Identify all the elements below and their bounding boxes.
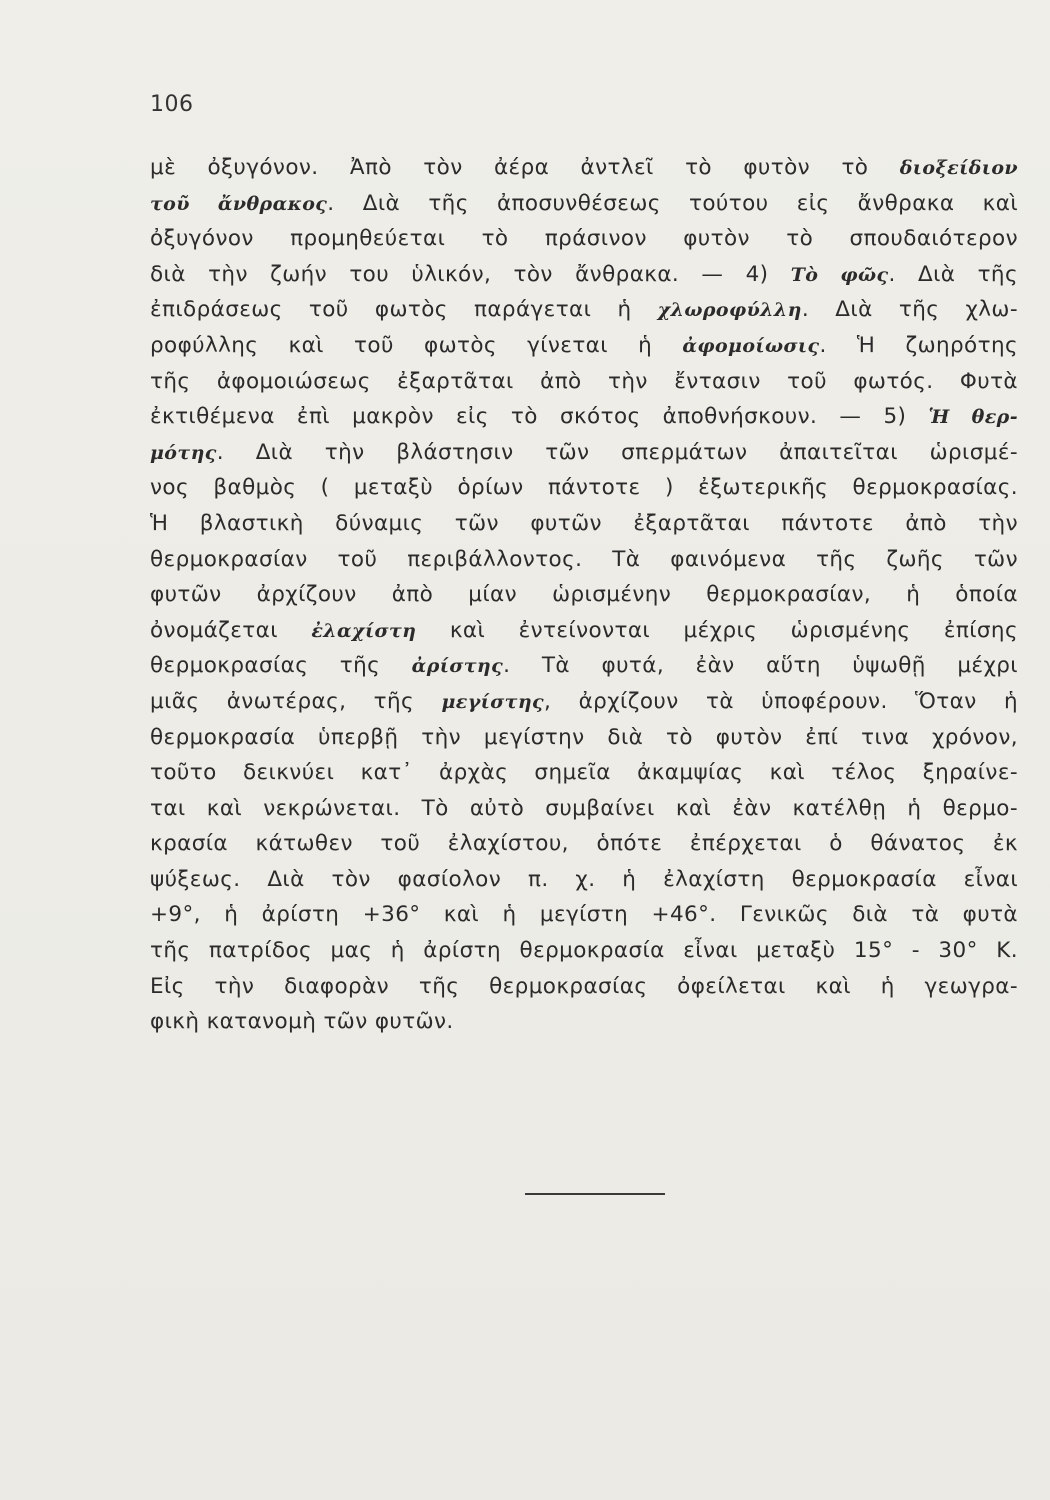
text-line (150, 150, 1018, 186)
text-line (150, 969, 1018, 1005)
text-segment: μὲ ὀξυγόνον. Ἀπὸ τὸν ἀέρα ἀντλεῖ τὸ φυτὸν τὸ (150, 155, 900, 180)
text-segment: φικὴ κατανομὴ τῶν φυτῶν. (150, 1009, 454, 1035)
text-line (150, 328, 1018, 364)
text-segment: ὀξυγόνον προμηθεύεται τὸ πράσινον φυτὸν τὸ σπουδαιότερον (150, 226, 1018, 252)
emphasized-term: χλωροφύλλη (657, 299, 802, 322)
emphasized-term: Τὸ φῶς (790, 263, 889, 286)
text-line (150, 257, 1018, 293)
text-line (150, 399, 1018, 435)
emphasized-term: τοῦ ἄνθρακος (150, 192, 328, 215)
page-number: 106 (150, 92, 194, 117)
text-segment: , ἀρχίζουν τὰ ὑποφέρουν. Ὅταν ἡ (544, 688, 1018, 714)
emphasized-term: μεγίστης (441, 690, 545, 713)
text-segment: ροφύλλης καὶ τοῦ φωτὸς γίνεται ἡ (150, 332, 683, 358)
text-segment: τοῦτο δεικνύει κατ᾽ ἀρχὰς σημεῖα ἀκαμψίας καὶ τέλος ξηραίνε- (150, 760, 1018, 786)
text-segment: . Διὰ τῆς χλω- (801, 297, 1018, 323)
body-text (150, 150, 1018, 1040)
text-segment: θερμοκρασίας τῆς (150, 653, 412, 679)
text-segment: τῆς ἀφομοιώσεως ἐξαρτᾶται ἀπὸ τὴν ἔντασιν τοῦ φωτός. Φυτὰ (150, 368, 1018, 394)
text-line (150, 470, 1018, 506)
emphasized-term: Ἡ θερ- (928, 406, 1018, 429)
text-segment: . Τὰ φυτά, ἐὰν αὕτη ὑψωθῇ μέχρι (503, 653, 1018, 679)
text-line (150, 791, 1018, 827)
emphasized-term: μότης (150, 441, 217, 464)
text-line (150, 542, 1018, 578)
text-segment: τῆς πατρίδος μας ἡ ἀρίστη θερμοκρασία εἶναι μεταξὺ 15° - 30° Κ. (150, 938, 1018, 964)
text-line (150, 292, 1018, 328)
emphasized-term: ἐλαχίστη (311, 619, 417, 642)
text-segment: . Διὰ τῆς (888, 261, 1018, 287)
text-segment: κρασία κάτωθεν τοῦ ἐλαχίστου, ὁπότε ἐπέρχεται ὁ θάνατος ἐκ (150, 831, 1018, 857)
text-line (150, 506, 1018, 542)
emphasized-term: διοξείδιον (899, 157, 1018, 179)
text-line (150, 1004, 1018, 1040)
section-divider (525, 1193, 665, 1195)
text-segment: +9°, ἡ ἀρίστη +36° καὶ ἡ μεγίστη +46°. Γενικῶς διὰ τὰ φυτὰ (150, 902, 1018, 928)
text-line (150, 648, 1018, 684)
text-segment: Εἰς τὴν διαφορὰν τῆς θερμοκρασίας ὀφείλεται καὶ ἡ γεωγρα- (150, 973, 1018, 999)
text-line (150, 755, 1018, 791)
text-segment: φυτῶν ἀρχίζουν ἀπὸ μίαν ὡρισμένην θερμοκρασίαν, ἡ ὁποία (150, 582, 1018, 608)
text-line (150, 720, 1018, 756)
text-segment: διὰ τὴν ζωήν του ὑλικόν, τὸν ἄνθρακα. — 4) (150, 261, 791, 287)
text-segment: ται καὶ νεκρώνεται. Τὸ αὐτὸ συμβαίνει καὶ ἐὰν κατέλθῃ ἡ θερμο- (150, 795, 1018, 821)
text-segment: . Ἡ ζωηρότης (819, 332, 1018, 358)
text-line (150, 186, 1018, 222)
text-line (150, 577, 1018, 613)
text-segment: ἐκτιθέμενα ἐπὶ μακρὸν εἰς τὸ σκότος ἀποθνήσκουν. — 5) (150, 404, 929, 430)
text-line (150, 826, 1018, 862)
text-segment: . Διὰ τὴν βλάστησιν τῶν σπερμάτων ἀπαιτεῖται ὡρισμέ- (216, 439, 1018, 465)
text-segment: ὀνομάζεται (150, 617, 312, 643)
text-segment: καὶ ἐντείνονται μέχρις ὡρισμένης ἐπίσης (416, 617, 1018, 643)
text-line (150, 435, 1018, 471)
text-line (150, 613, 1018, 649)
text-segment: θερμοκρασία ὑπερβῇ τὴν μεγίστην διὰ τὸ φυτὸν ἐπί τινα χρόνον, (150, 724, 1018, 750)
text-segment: Ἡ βλαστικὴ δύναμις τῶν φυτῶν ἐξαρτᾶται πάντοτε ἀπὸ τὴν (150, 510, 1018, 536)
text-line (150, 221, 1018, 257)
text-line (150, 862, 1018, 898)
text-line (150, 364, 1018, 400)
text-line (150, 933, 1018, 969)
text-line (150, 684, 1018, 720)
emphasized-term: ἀφομοίωσις (682, 334, 820, 357)
emphasized-term: ἀρίστης (411, 655, 504, 678)
text-segment: νος βαθμὸς ( μεταξὺ ὁρίων πάντοτε ) ἐξωτερικῆς θερμοκρασίας. (150, 475, 1018, 501)
text-segment: μιᾶς ἀνωτέρας, τῆς (150, 688, 442, 714)
text-segment: θερμοκρασίαν τοῦ περιβάλλοντος. Τὰ φαινόμενα τῆς ζωῆς τῶν (150, 546, 1018, 572)
text-segment: . Διὰ τῆς ἀποσυνθέσεως τούτου εἰς ἄνθρακα καὶ (327, 190, 1018, 216)
text-segment: ψύξεως. Διὰ τὸν φασίολον π. χ. ἡ ἐλαχίστη θερμοκρασία εἶναι (150, 866, 1018, 892)
text-line (150, 897, 1018, 933)
text-segment: ἐπιδράσεως τοῦ φωτὸς παράγεται ἡ (150, 297, 658, 323)
